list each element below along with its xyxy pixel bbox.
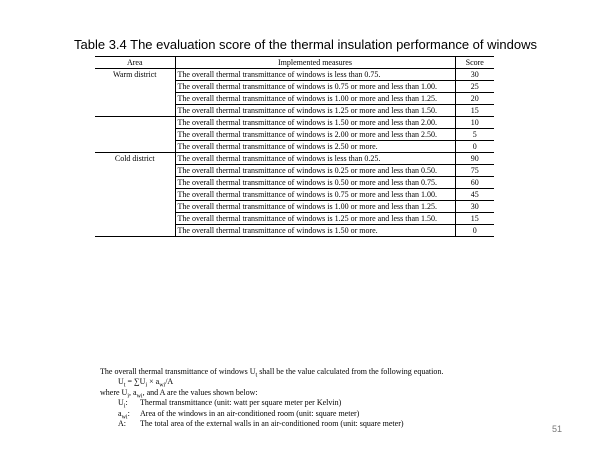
table-row xyxy=(95,129,494,141)
measure-cell: The overall thermal transmittance of windows is 1.25 or more and less than 1.50. xyxy=(175,213,455,225)
score-cell: 20 xyxy=(455,93,494,105)
area-cold: Cold district xyxy=(95,153,175,165)
score-cell: 25 xyxy=(455,81,494,93)
table-header-row xyxy=(95,57,494,69)
score-cell: 30 xyxy=(455,69,494,81)
measure-cell: The overall thermal transmittance of windows is 0.75 or more and less than 1.00. xyxy=(175,81,455,93)
note-where: where $U_i$, $a_{wi}$, and A are the values shown below: xyxy=(100,387,258,400)
note-definition: $U_i$: Thermal transmittance (unit: watt per square meter per Kelvin) xyxy=(118,398,342,410)
measure-cell: The overall thermal transmittance of windows is less than 0.25. xyxy=(175,153,455,165)
score-cell: 45 xyxy=(455,189,494,201)
score-cell: 15 xyxy=(455,213,494,225)
score-cell: 60 xyxy=(455,177,494,189)
measure-cell: The overall thermal transmittance of windows is 0.75 or more and less than 1.00. xyxy=(175,189,455,201)
measure-cell: The overall thermal transmittance of windows is 1.00 or more and less than 1.25. xyxy=(175,93,455,105)
measure-cell: The overall thermal transmittance of windows is 1.50 or more and less than 2.00. xyxy=(175,117,455,129)
note-definition: A: The total area of the external walls in an air-conditioned room (unit: square meter) xyxy=(118,419,404,429)
table-row xyxy=(95,189,494,201)
measure-cell: The overall thermal transmittance of windows is 0.50 or more and less than 0.75. xyxy=(175,177,455,189)
score-cell: 0 xyxy=(455,225,494,237)
measure-cell: The overall thermal transmittance of windows is 2.00 or more and less than 2.50. xyxy=(175,129,455,141)
table-row xyxy=(95,69,494,81)
table-row xyxy=(95,177,494,189)
table-row xyxy=(95,213,494,225)
measure-cell: The overall thermal transmittance of windows is 2.50 or more. xyxy=(175,141,455,153)
score-cell: 0 xyxy=(455,141,494,153)
measure-cell: The overall thermal transmittance of windows is 1.00 or more and less than 1.25. xyxy=(175,201,455,213)
measure-cell: The overall thermal transmittance of windows is less than 0.75. xyxy=(175,69,455,81)
measure-cell: The overall thermal transmittance of windows is 0.25 or more and less than 0.50. xyxy=(175,165,455,177)
score-cell: 10 xyxy=(455,117,494,129)
table-row xyxy=(95,225,494,237)
score-cell: 75 xyxy=(455,165,494,177)
table-row xyxy=(95,141,494,153)
table-row xyxy=(95,201,494,213)
header-score: Score xyxy=(455,57,494,69)
measure-cell: The overall thermal transmittance of windows is 1.25 or more and less than 1.50. xyxy=(175,105,455,117)
score-cell: 5 xyxy=(455,129,494,141)
evaluation-table xyxy=(95,56,494,237)
table-row xyxy=(95,165,494,177)
page-number: 51 xyxy=(552,424,563,434)
header-measures: Implemented measures xyxy=(175,57,455,69)
table-row xyxy=(95,81,494,93)
header-area: Area xyxy=(95,57,175,69)
table-row xyxy=(95,153,494,165)
note-intro: The overall thermal transmittance of windows $U_t$ shall be the value calculated from the following equation. xyxy=(100,367,444,379)
score-cell: 90 xyxy=(455,153,494,165)
table-row xyxy=(95,93,494,105)
note-equation: $U_t = \sum U_i \times a_{wi}/A$ xyxy=(118,377,174,389)
table-notes xyxy=(100,367,500,429)
score-cell: 15 xyxy=(455,105,494,117)
score-cell: 30 xyxy=(455,201,494,213)
table-title: Table 3.4 The evaluation score of the thermal insulation performance of windows xyxy=(74,37,537,52)
note-definition: $a_{wi}$: Area of the windows in an air-conditioned room (unit: square meter) xyxy=(118,408,360,421)
area-warm: Warm district xyxy=(95,69,175,81)
table-row xyxy=(95,105,494,117)
table-row xyxy=(95,117,494,129)
measure-cell: The overall thermal transmittance of windows is 1.50 or more. xyxy=(175,225,455,237)
